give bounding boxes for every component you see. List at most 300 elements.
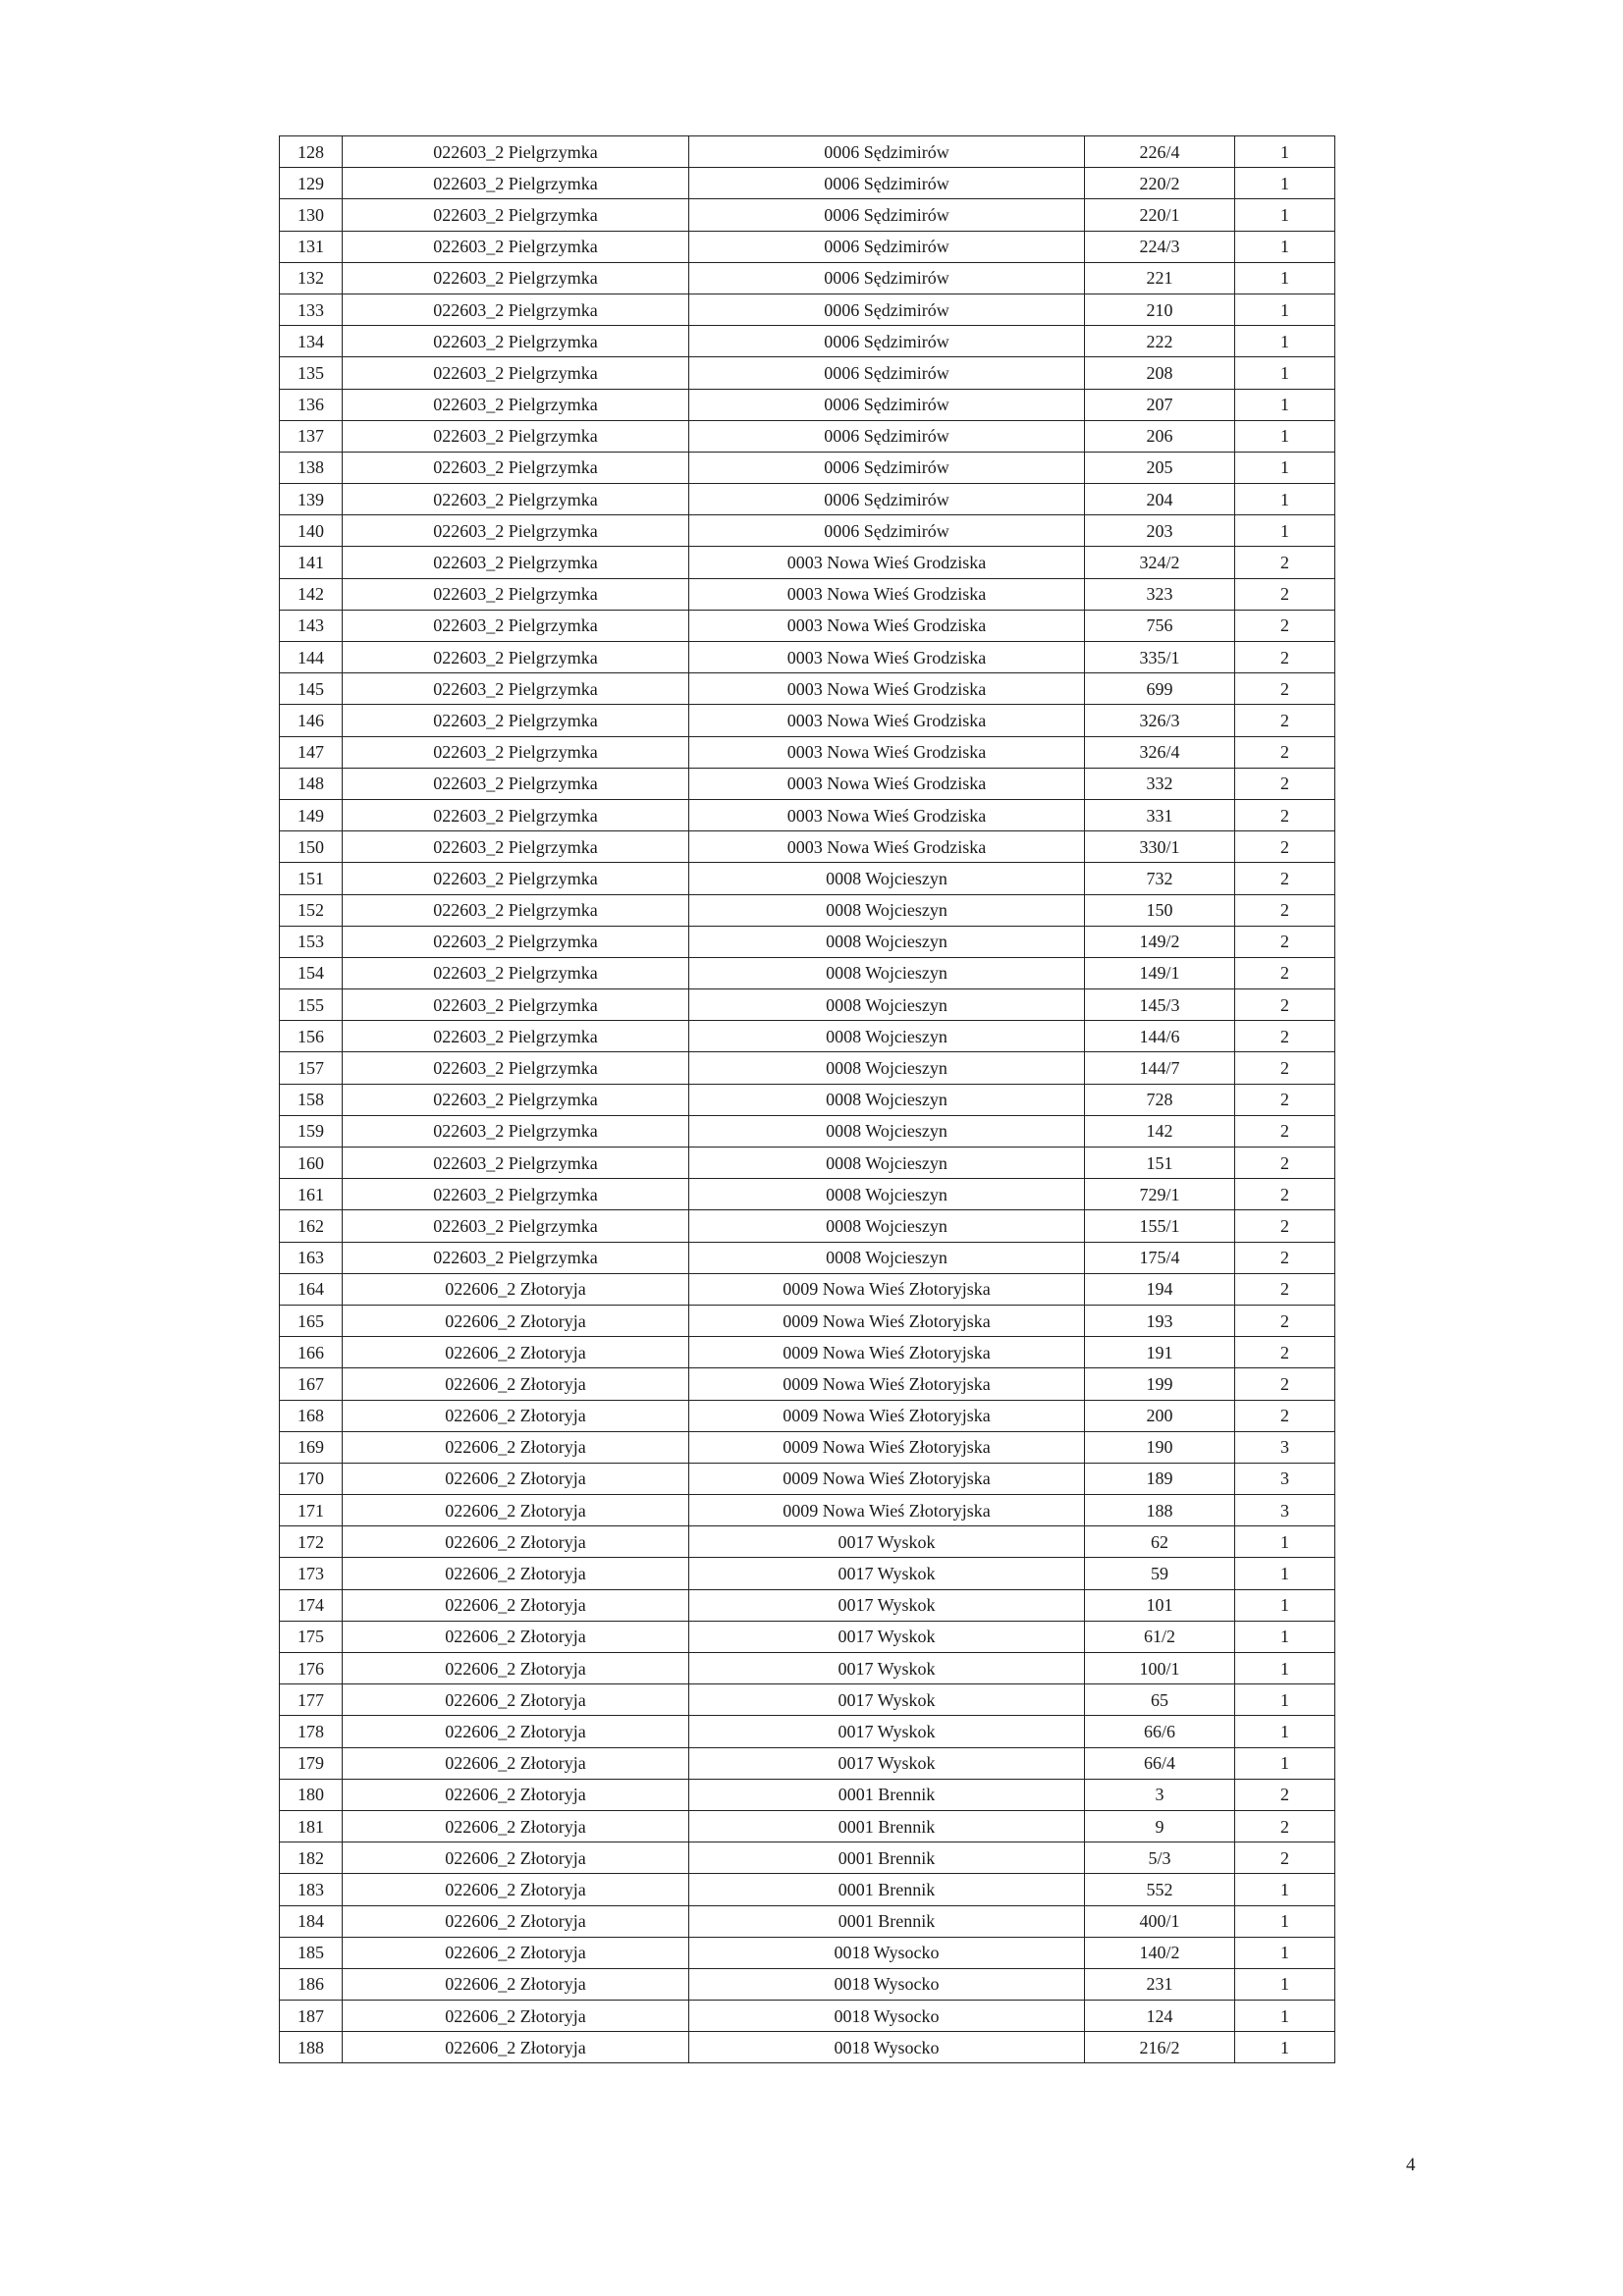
locality-cell: 0006 Sędzimirów [689, 452, 1085, 483]
row-number-cell: 183 [280, 1874, 343, 1905]
row-number-cell: 136 [280, 389, 343, 420]
class-cell: 2 [1235, 1021, 1335, 1052]
precinct-cell: 022603_2 Pielgrzymka [343, 894, 689, 926]
row-number-cell: 141 [280, 547, 343, 578]
row-number-cell: 149 [280, 799, 343, 830]
precinct-cell: 022603_2 Pielgrzymka [343, 1052, 689, 1084]
row-number-cell: 133 [280, 294, 343, 325]
parcel-number-cell: 191 [1085, 1337, 1235, 1368]
parcel-number-cell: 149/1 [1085, 957, 1235, 988]
class-cell: 2 [1235, 1052, 1335, 1084]
table-row [280, 168, 1335, 199]
parcel-number-cell: 62 [1085, 1526, 1235, 1558]
parcel-number-cell: 144/6 [1085, 1021, 1235, 1052]
locality-cell: 0006 Sędzimirów [689, 420, 1085, 452]
class-cell: 2 [1235, 673, 1335, 705]
row-number-cell: 181 [280, 1810, 343, 1842]
parcel-number-cell: 193 [1085, 1305, 1235, 1336]
precinct-cell: 022603_2 Pielgrzymka [343, 1242, 689, 1273]
class-cell: 2 [1235, 957, 1335, 988]
parcel-number-cell: 216/2 [1085, 2032, 1235, 2063]
locality-cell: 0008 Wojcieszyn [689, 894, 1085, 926]
class-cell: 2 [1235, 547, 1335, 578]
table-row [280, 578, 1335, 610]
parcel-number-cell: 221 [1085, 262, 1235, 294]
precinct-cell: 022603_2 Pielgrzymka [343, 705, 689, 736]
parcel-number-cell: 144/7 [1085, 1052, 1235, 1084]
row-number-cell: 160 [280, 1148, 343, 1179]
class-cell: 1 [1235, 136, 1335, 168]
locality-cell: 0009 Nowa Wieś Złotoryjska [689, 1273, 1085, 1305]
table-row [280, 1842, 1335, 1874]
row-number-cell: 159 [280, 1115, 343, 1147]
precinct-cell: 022603_2 Pielgrzymka [343, 357, 689, 389]
precinct-cell: 022603_2 Pielgrzymka [343, 231, 689, 262]
row-number-cell: 186 [280, 1968, 343, 2000]
row-number-cell: 137 [280, 420, 343, 452]
parcel-number-cell: 200 [1085, 1400, 1235, 1431]
class-cell: 2 [1235, 989, 1335, 1021]
parcel-number-cell: 224/3 [1085, 231, 1235, 262]
locality-cell: 0017 Wyskok [689, 1589, 1085, 1621]
row-number-cell: 176 [280, 1653, 343, 1684]
table-row [280, 831, 1335, 863]
precinct-cell: 022603_2 Pielgrzymka [343, 199, 689, 231]
locality-cell: 0006 Sędzimirów [689, 168, 1085, 199]
table-row [280, 642, 1335, 673]
table-row [280, 2032, 1335, 2063]
locality-cell: 0003 Nowa Wieś Grodziska [689, 547, 1085, 578]
parcel-number-cell: 231 [1085, 1968, 1235, 2000]
class-cell: 2 [1235, 799, 1335, 830]
row-number-cell: 185 [280, 1937, 343, 1968]
class-cell: 1 [1235, 515, 1335, 547]
parcel-number-cell: 149/2 [1085, 926, 1235, 957]
parcel-number-cell: 3 [1085, 1779, 1235, 1810]
table-row [280, 1779, 1335, 1810]
parcel-number-cell: 728 [1085, 1084, 1235, 1115]
precinct-cell: 022606_2 Złotoryja [343, 1653, 689, 1684]
locality-cell: 0009 Nowa Wieś Złotoryjska [689, 1431, 1085, 1463]
parcel-number-cell: 552 [1085, 1874, 1235, 1905]
row-number-cell: 151 [280, 863, 343, 894]
parcel-number-cell: 142 [1085, 1115, 1235, 1147]
class-cell: 1 [1235, 1558, 1335, 1589]
parcel-number-cell: 199 [1085, 1368, 1235, 1400]
parcel-number-cell: 335/1 [1085, 642, 1235, 673]
class-cell: 1 [1235, 1747, 1335, 1779]
locality-cell: 0001 Brennik [689, 1779, 1085, 1810]
class-cell: 3 [1235, 1495, 1335, 1526]
row-number-cell: 175 [280, 1621, 343, 1652]
precinct-cell: 022606_2 Złotoryja [343, 2001, 689, 2032]
locality-cell: 0003 Nowa Wieś Grodziska [689, 831, 1085, 863]
parcel-number-cell: 324/2 [1085, 547, 1235, 578]
locality-cell: 0003 Nowa Wieś Grodziska [689, 705, 1085, 736]
class-cell: 2 [1235, 642, 1335, 673]
locality-cell: 0009 Nowa Wieś Złotoryjska [689, 1368, 1085, 1400]
table-row [280, 1874, 1335, 1905]
table-row [280, 1179, 1335, 1210]
class-cell: 2 [1235, 578, 1335, 610]
parcel-table [279, 135, 1335, 2063]
parcel-number-cell: 326/4 [1085, 736, 1235, 768]
precinct-cell: 022606_2 Złotoryja [343, 1495, 689, 1526]
parcel-number-cell: 65 [1085, 1684, 1235, 1716]
row-number-cell: 180 [280, 1779, 343, 1810]
row-number-cell: 179 [280, 1747, 343, 1779]
class-cell: 2 [1235, 1305, 1335, 1336]
locality-cell: 0008 Wojcieszyn [689, 1148, 1085, 1179]
precinct-cell: 022606_2 Złotoryja [343, 1337, 689, 1368]
parcel-number-cell: 220/1 [1085, 199, 1235, 231]
table-row [280, 989, 1335, 1021]
parcel-number-cell: 206 [1085, 420, 1235, 452]
table-row [280, 894, 1335, 926]
page-number: 4 [1406, 2155, 1416, 2175]
precinct-cell: 022606_2 Złotoryja [343, 1431, 689, 1463]
table-row [280, 389, 1335, 420]
locality-cell: 0017 Wyskok [689, 1526, 1085, 1558]
class-cell: 2 [1235, 610, 1335, 641]
table-row [280, 1747, 1335, 1779]
parcel-number-cell: 175/4 [1085, 1242, 1235, 1273]
table-row [280, 1716, 1335, 1747]
parcel-number-cell: 100/1 [1085, 1653, 1235, 1684]
precinct-cell: 022603_2 Pielgrzymka [343, 168, 689, 199]
parcel-number-cell: 323 [1085, 578, 1235, 610]
precinct-cell: 022603_2 Pielgrzymka [343, 389, 689, 420]
table-row [280, 294, 1335, 325]
class-cell: 2 [1235, 1179, 1335, 1210]
class-cell: 2 [1235, 1810, 1335, 1842]
table-row [280, 326, 1335, 357]
class-cell: 2 [1235, 1210, 1335, 1242]
class-cell: 1 [1235, 389, 1335, 420]
row-number-cell: 142 [280, 578, 343, 610]
table-row [280, 1115, 1335, 1147]
precinct-cell: 022603_2 Pielgrzymka [343, 736, 689, 768]
parcel-number-cell: 332 [1085, 768, 1235, 799]
precinct-cell: 022606_2 Złotoryja [343, 1874, 689, 1905]
parcel-number-cell: 194 [1085, 1273, 1235, 1305]
table-row [280, 1968, 1335, 2000]
class-cell: 1 [1235, 1905, 1335, 1937]
precinct-cell: 022603_2 Pielgrzymka [343, 957, 689, 988]
class-cell: 1 [1235, 199, 1335, 231]
row-number-cell: 164 [280, 1273, 343, 1305]
locality-cell: 0017 Wyskok [689, 1684, 1085, 1716]
class-cell: 1 [1235, 2032, 1335, 2063]
parcel-number-cell: 189 [1085, 1463, 1235, 1494]
class-cell: 2 [1235, 1273, 1335, 1305]
class-cell: 2 [1235, 831, 1335, 863]
table-row [280, 1810, 1335, 1842]
precinct-cell: 022603_2 Pielgrzymka [343, 1210, 689, 1242]
locality-cell: 0009 Nowa Wieś Złotoryjska [689, 1495, 1085, 1526]
class-cell: 1 [1235, 420, 1335, 452]
table-row [280, 1589, 1335, 1621]
precinct-cell: 022606_2 Złotoryja [343, 1905, 689, 1937]
class-cell: 1 [1235, 1621, 1335, 1652]
table-row [280, 262, 1335, 294]
parcel-number-cell: 205 [1085, 452, 1235, 483]
precinct-cell: 022603_2 Pielgrzymka [343, 926, 689, 957]
precinct-cell: 022603_2 Pielgrzymka [343, 515, 689, 547]
table-row [280, 768, 1335, 799]
row-number-cell: 173 [280, 1558, 343, 1589]
table-row [280, 1621, 1335, 1652]
class-cell: 1 [1235, 1937, 1335, 1968]
locality-cell: 0001 Brennik [689, 1810, 1085, 1842]
precinct-cell: 022603_2 Pielgrzymka [343, 1021, 689, 1052]
precinct-cell: 022603_2 Pielgrzymka [343, 642, 689, 673]
table-row [280, 1368, 1335, 1400]
locality-cell: 0006 Sędzimirów [689, 231, 1085, 262]
precinct-cell: 022603_2 Pielgrzymka [343, 484, 689, 515]
table-row [280, 705, 1335, 736]
table-row [280, 1273, 1335, 1305]
parcel-number-cell: 699 [1085, 673, 1235, 705]
table-row [280, 1558, 1335, 1589]
row-number-cell: 177 [280, 1684, 343, 1716]
table-row [280, 484, 1335, 515]
precinct-cell: 022603_2 Pielgrzymka [343, 673, 689, 705]
locality-cell: 0006 Sędzimirów [689, 262, 1085, 294]
locality-cell: 0006 Sędzimirów [689, 326, 1085, 357]
class-cell: 1 [1235, 1589, 1335, 1621]
precinct-cell: 022603_2 Pielgrzymka [343, 1084, 689, 1115]
table-row [280, 420, 1335, 452]
precinct-cell: 022606_2 Złotoryja [343, 1716, 689, 1747]
parcel-number-cell: 101 [1085, 1589, 1235, 1621]
table-row [280, 926, 1335, 957]
precinct-cell: 022603_2 Pielgrzymka [343, 326, 689, 357]
class-cell: 1 [1235, 1874, 1335, 1905]
table-row [280, 1021, 1335, 1052]
row-number-cell: 139 [280, 484, 343, 515]
row-number-cell: 148 [280, 768, 343, 799]
locality-cell: 0008 Wojcieszyn [689, 1115, 1085, 1147]
locality-cell: 0006 Sędzimirów [689, 515, 1085, 547]
row-number-cell: 153 [280, 926, 343, 957]
class-cell: 1 [1235, 1526, 1335, 1558]
locality-cell: 0008 Wojcieszyn [689, 1179, 1085, 1210]
class-cell: 1 [1235, 357, 1335, 389]
class-cell: 1 [1235, 262, 1335, 294]
class-cell: 1 [1235, 2001, 1335, 2032]
table-row [280, 1337, 1335, 1368]
parcel-number-cell: 204 [1085, 484, 1235, 515]
parcel-number-cell: 756 [1085, 610, 1235, 641]
precinct-cell: 022606_2 Złotoryja [343, 1747, 689, 1779]
class-cell: 2 [1235, 1337, 1335, 1368]
table-row [280, 736, 1335, 768]
locality-cell: 0006 Sędzimirów [689, 389, 1085, 420]
row-number-cell: 163 [280, 1242, 343, 1273]
row-number-cell: 132 [280, 262, 343, 294]
precinct-cell: 022606_2 Złotoryja [343, 1273, 689, 1305]
table-row [280, 357, 1335, 389]
locality-cell: 0009 Nowa Wieś Złotoryjska [689, 1305, 1085, 1336]
locality-cell: 0001 Brennik [689, 1905, 1085, 1937]
parcel-table-body [280, 136, 1335, 2063]
table-row [280, 231, 1335, 262]
table-row [280, 1463, 1335, 1494]
table-row [280, 1937, 1335, 1968]
row-number-cell: 156 [280, 1021, 343, 1052]
locality-cell: 0018 Wysocko [689, 2032, 1085, 2063]
locality-cell: 0006 Sędzimirów [689, 294, 1085, 325]
table-row [280, 957, 1335, 988]
locality-cell: 0003 Nowa Wieś Grodziska [689, 642, 1085, 673]
row-number-cell: 131 [280, 231, 343, 262]
locality-cell: 0003 Nowa Wieś Grodziska [689, 578, 1085, 610]
locality-cell: 0017 Wyskok [689, 1621, 1085, 1652]
table-row [280, 1084, 1335, 1115]
precinct-cell: 022606_2 Złotoryja [343, 1400, 689, 1431]
table-row [280, 1305, 1335, 1336]
precinct-cell: 022606_2 Złotoryja [343, 1684, 689, 1716]
row-number-cell: 166 [280, 1337, 343, 1368]
parcel-number-cell: 66/6 [1085, 1716, 1235, 1747]
locality-cell: 0017 Wyskok [689, 1653, 1085, 1684]
precinct-cell: 022606_2 Złotoryja [343, 2032, 689, 2063]
parcel-number-cell: 140/2 [1085, 1937, 1235, 1968]
class-cell: 1 [1235, 484, 1335, 515]
row-number-cell: 168 [280, 1400, 343, 1431]
precinct-cell: 022606_2 Złotoryja [343, 1779, 689, 1810]
row-number-cell: 138 [280, 452, 343, 483]
table-row [280, 1148, 1335, 1179]
locality-cell: 0018 Wysocko [689, 2001, 1085, 2032]
parcel-number-cell: 155/1 [1085, 1210, 1235, 1242]
table-row [280, 610, 1335, 641]
precinct-cell: 022603_2 Pielgrzymka [343, 799, 689, 830]
locality-cell: 0008 Wojcieszyn [689, 1210, 1085, 1242]
row-number-cell: 167 [280, 1368, 343, 1400]
parcel-number-cell: 203 [1085, 515, 1235, 547]
class-cell: 2 [1235, 1242, 1335, 1273]
precinct-cell: 022603_2 Pielgrzymka [343, 768, 689, 799]
class-cell: 2 [1235, 1084, 1335, 1115]
table-row [280, 2001, 1335, 2032]
parcel-number-cell: 326/3 [1085, 705, 1235, 736]
class-cell: 2 [1235, 1148, 1335, 1179]
row-number-cell: 143 [280, 610, 343, 641]
class-cell: 2 [1235, 705, 1335, 736]
precinct-cell: 022603_2 Pielgrzymka [343, 1148, 689, 1179]
precinct-cell: 022603_2 Pielgrzymka [343, 136, 689, 168]
class-cell: 2 [1235, 736, 1335, 768]
class-cell: 2 [1235, 1115, 1335, 1147]
parcel-number-cell: 732 [1085, 863, 1235, 894]
precinct-cell: 022606_2 Złotoryja [343, 1368, 689, 1400]
row-number-cell: 172 [280, 1526, 343, 1558]
parcel-number-cell: 210 [1085, 294, 1235, 325]
precinct-cell: 022606_2 Złotoryja [343, 1463, 689, 1494]
row-number-cell: 187 [280, 2001, 343, 2032]
class-cell: 1 [1235, 168, 1335, 199]
table-row [280, 452, 1335, 483]
row-number-cell: 146 [280, 705, 343, 736]
table-row [280, 1431, 1335, 1463]
locality-cell: 0001 Brennik [689, 1842, 1085, 1874]
row-number-cell: 140 [280, 515, 343, 547]
precinct-cell: 022603_2 Pielgrzymka [343, 547, 689, 578]
locality-cell: 0009 Nowa Wieś Złotoryjska [689, 1463, 1085, 1494]
parcel-number-cell: 5/3 [1085, 1842, 1235, 1874]
row-number-cell: 178 [280, 1716, 343, 1747]
parcel-number-cell: 331 [1085, 799, 1235, 830]
parcel-number-cell: 188 [1085, 1495, 1235, 1526]
precinct-cell: 022603_2 Pielgrzymka [343, 578, 689, 610]
locality-cell: 0006 Sędzimirów [689, 136, 1085, 168]
parcel-number-cell: 729/1 [1085, 1179, 1235, 1210]
table-row [280, 1684, 1335, 1716]
locality-cell: 0008 Wojcieszyn [689, 1052, 1085, 1084]
class-cell: 3 [1235, 1431, 1335, 1463]
row-number-cell: 182 [280, 1842, 343, 1874]
locality-cell: 0003 Nowa Wieś Grodziska [689, 799, 1085, 830]
row-number-cell: 155 [280, 989, 343, 1021]
locality-cell: 0006 Sędzimirów [689, 484, 1085, 515]
precinct-cell: 022606_2 Złotoryja [343, 1810, 689, 1842]
parcel-number-cell: 66/4 [1085, 1747, 1235, 1779]
table-row [280, 1400, 1335, 1431]
precinct-cell: 022606_2 Złotoryja [343, 1589, 689, 1621]
row-number-cell: 171 [280, 1495, 343, 1526]
class-cell: 3 [1235, 1463, 1335, 1494]
class-cell: 2 [1235, 1779, 1335, 1810]
row-number-cell: 147 [280, 736, 343, 768]
precinct-cell: 022606_2 Złotoryja [343, 1937, 689, 1968]
row-number-cell: 162 [280, 1210, 343, 1242]
class-cell: 1 [1235, 294, 1335, 325]
locality-cell: 0001 Brennik [689, 1874, 1085, 1905]
locality-cell: 0008 Wojcieszyn [689, 1242, 1085, 1273]
parcel-number-cell: 151 [1085, 1148, 1235, 1179]
row-number-cell: 154 [280, 957, 343, 988]
precinct-cell: 022606_2 Złotoryja [343, 1526, 689, 1558]
parcel-number-cell: 9 [1085, 1810, 1235, 1842]
table-row [280, 673, 1335, 705]
class-cell: 1 [1235, 1653, 1335, 1684]
locality-cell: 0017 Wyskok [689, 1558, 1085, 1589]
locality-cell: 0009 Nowa Wieś Złotoryjska [689, 1337, 1085, 1368]
class-cell: 2 [1235, 1400, 1335, 1431]
locality-cell: 0008 Wojcieszyn [689, 1084, 1085, 1115]
locality-cell: 0003 Nowa Wieś Grodziska [689, 610, 1085, 641]
parcel-number-cell: 190 [1085, 1431, 1235, 1463]
parcel-number-cell: 330/1 [1085, 831, 1235, 863]
precinct-cell: 022606_2 Złotoryja [343, 1968, 689, 2000]
class-cell: 2 [1235, 1842, 1335, 1874]
precinct-cell: 022606_2 Złotoryja [343, 1305, 689, 1336]
class-cell: 2 [1235, 894, 1335, 926]
precinct-cell: 022603_2 Pielgrzymka [343, 863, 689, 894]
locality-cell: 0003 Nowa Wieś Grodziska [689, 768, 1085, 799]
row-number-cell: 130 [280, 199, 343, 231]
parcel-number-cell: 400/1 [1085, 1905, 1235, 1937]
class-cell: 1 [1235, 231, 1335, 262]
parcel-number-cell: 220/2 [1085, 168, 1235, 199]
locality-cell: 0017 Wyskok [689, 1747, 1085, 1779]
precinct-cell: 022603_2 Pielgrzymka [343, 452, 689, 483]
locality-cell: 0018 Wysocko [689, 1968, 1085, 2000]
parcel-number-cell: 208 [1085, 357, 1235, 389]
row-number-cell: 170 [280, 1463, 343, 1494]
